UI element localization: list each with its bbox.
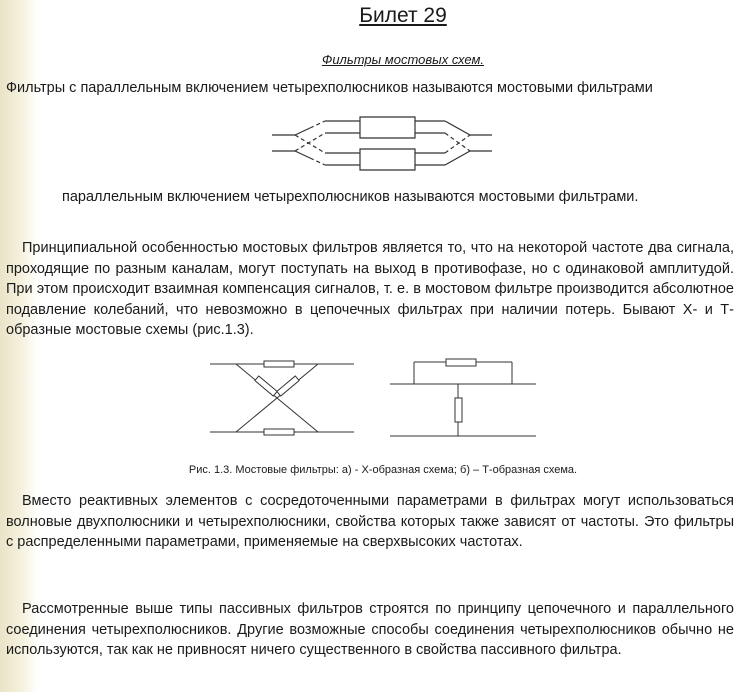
conclusion-paragraph: Рассмотренные выше типы пассивных фильтров строятся по принципу цепочечного и параллельного соединения четырехполюсников. Другие возможные способы соединения четырехполюсников обычно не используются, так как не привносят ничего существенного в свойства пассивного фильтра.	[6, 601, 734, 659]
figure-caption: Рис. 1.3. Мостовые фильтры: а) - Х-образная схема; б) – Т-образная схема.	[188, 464, 578, 476]
x-bridge-schematic	[208, 356, 358, 438]
intro-repeat-paragraph: параллельным включением четырехполюсников называются мостовыми фильтрами.	[62, 189, 639, 205]
page-side-band	[0, 0, 38, 692]
distributed-parameters-paragraph: Вместо реактивных элементов с сосредоточенными параметрами в фильтрах могут использоваться волновые двухполюсники и четырехполюсники, свойства которых также зависят от частоты. Это фильтры с распределенными параметрами, применяемые на сверхвысоких частотах.	[6, 493, 734, 551]
t-bridge-schematic	[388, 352, 538, 438]
section-subtitle: Фильтры мостовых схем.	[321, 52, 485, 67]
intro-paragraph: Фильтры с параллельным включением четырехполюсников называются мостовыми фильтрами	[6, 80, 653, 96]
bridge-filter-diagram	[270, 113, 495, 175]
principle-paragraph: Принципиальной особенностью мостовых фильтров является то, что на некоторой частоте два сигнала, проходящие по разным каналам, могут поступать на выход в противофазе, но с одинаковой амплитудой. При этом происходит взаимная компенсация сигналов, т. е. в мостовом фильтре производится абсолютное подавление колебаний, что невозможно в цепочечных фильтрах при наличии потерь. Бывают Х- и Т-образные мостовые схемы (рис.1.3).	[6, 240, 734, 339]
page-title: Билет 29	[359, 4, 447, 27]
